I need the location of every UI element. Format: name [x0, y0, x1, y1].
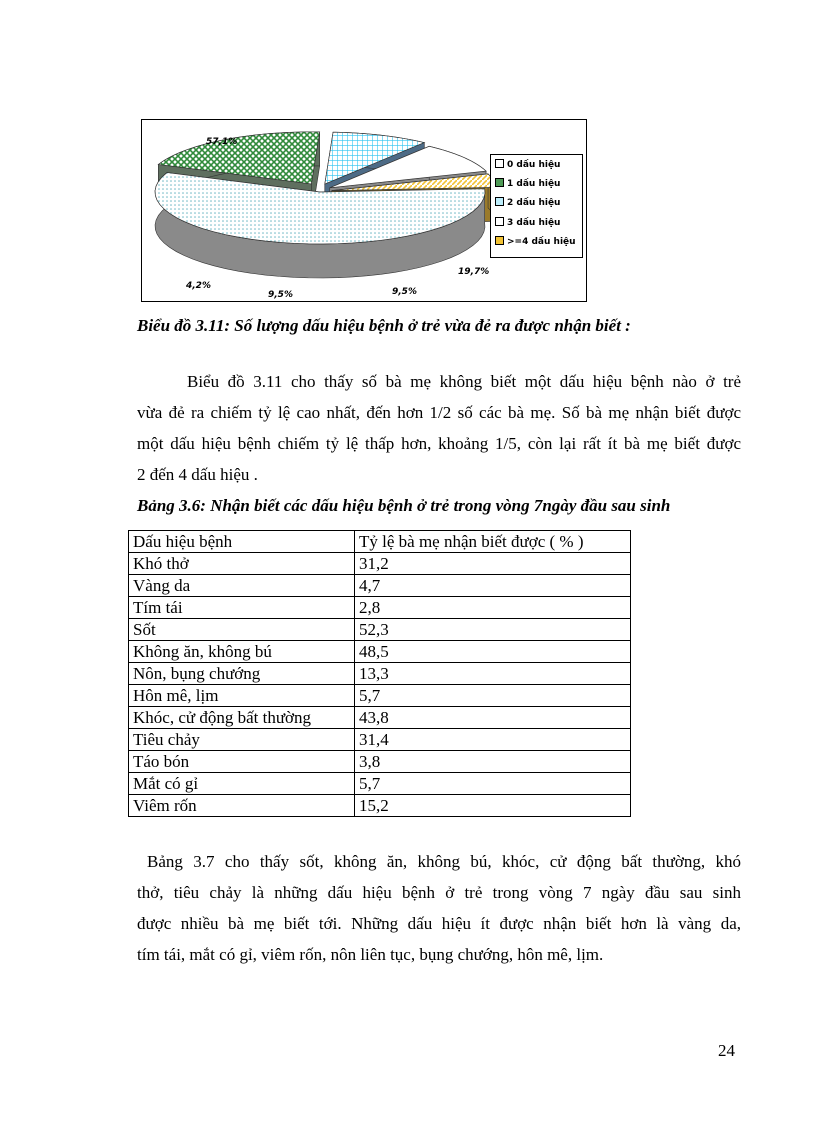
legend-swatch-icon — [495, 159, 504, 168]
percent-cell: 43,8 — [355, 707, 631, 729]
percent-cell: 5,7 — [355, 685, 631, 707]
sign-cell: Viêm rốn — [129, 795, 355, 817]
sign-cell: Hôn mê, lịm — [129, 685, 355, 707]
sign-cell: Táo bón — [129, 751, 355, 773]
legend-item-2: 2 dấu hiệu — [495, 197, 560, 211]
table-row — [129, 729, 631, 751]
percent-cell: 15,2 — [355, 795, 631, 817]
table-row — [129, 553, 631, 575]
percent-cell: 52,3 — [355, 619, 631, 641]
sign-cell: Tiêu chảy — [129, 729, 355, 751]
pie-chart — [141, 119, 587, 302]
paragraph-1 — [137, 366, 741, 490]
legend-swatch-icon — [495, 217, 504, 226]
sign-cell: Mắt có gỉ — [129, 773, 355, 795]
percent-cell: 31,4 — [355, 729, 631, 751]
page-number: 24 — [718, 1041, 735, 1060]
percent-cell: 5,7 — [355, 773, 631, 795]
legend-swatch-icon — [495, 197, 504, 206]
data-label-4: 4,2% — [186, 281, 211, 291]
sign-cell: Khóc, cử động bất thường — [129, 707, 355, 729]
table-header-row — [129, 531, 631, 553]
sign-cell: Nôn, bụng chướng — [129, 663, 355, 685]
table-row — [129, 619, 631, 641]
table-row — [129, 707, 631, 729]
sign-cell: Tím tái — [129, 597, 355, 619]
paragraph-2 — [137, 846, 741, 970]
table-row — [129, 795, 631, 817]
percent-cell: 3,8 — [355, 751, 631, 773]
legend-item-4: >=4 dấu hiệu — [495, 236, 576, 250]
sign-cell: Không ăn, không bú — [129, 641, 355, 663]
table-row — [129, 663, 631, 685]
data-label-2: 9,5% — [392, 287, 417, 297]
data-label-1: 19,7% — [458, 267, 490, 277]
legend-item-1: 1 dấu hiệu — [495, 178, 560, 192]
chart-caption: Biểu đồ 3.11: Số lượng dấu hiệu bệnh ở trẻ vừa đẻ ra được nhận biết : — [137, 316, 631, 335]
legend-item-0: 0 dấu hiệu — [495, 159, 560, 173]
legend-item-3: 3 dấu hiệu — [495, 217, 560, 231]
paragraph-line: một dấu hiệu bệnh chiếm tỷ lệ thấp hơn, khoảng 1/5, còn lại rất ít bà mẹ biết được — [137, 434, 741, 453]
table-row — [129, 575, 631, 597]
table-caption: Bảng 3.6: Nhận biết các dấu hiệu bệnh ở trẻ trong vòng 7ngày đầu sau sinh — [137, 496, 671, 515]
paragraph-line: Biểu đồ 3.11 cho thấy số bà mẹ không biết một dấu hiệu bệnh nào ở trẻ — [187, 372, 741, 391]
percent-cell: 2,8 — [355, 597, 631, 619]
table-row — [129, 641, 631, 663]
paragraph-line: vừa đẻ ra chiếm tỷ lệ cao nhất, đến hơn 1/2 số các bà mẹ. Số bà mẹ nhận biết được — [137, 403, 741, 422]
paragraph-line: tím tái, mắt có gỉ, viêm rốn, nôn liên tục, bụng chướng, hôn mê, lịm. — [137, 945, 604, 964]
paragraph-line: được nhiều bà mẹ biết tới. Những dấu hiệu ít được nhận biết hơn là vàng da, — [137, 914, 741, 933]
paragraph-line: thở, tiêu chảy là những dấu hiệu bệnh ở trẻ trong vòng 7 ngày đầu sau sinh — [137, 883, 741, 902]
table-row — [129, 597, 631, 619]
legend-swatch-icon — [495, 236, 504, 245]
table-row — [129, 685, 631, 707]
sign-cell: Vàng da — [129, 575, 355, 597]
data-label-3: 9,5% — [268, 290, 293, 300]
sign-cell: Khó thở — [129, 553, 355, 575]
table-row — [129, 773, 631, 795]
table-header-cell: Dấu hiệu bệnh — [129, 531, 355, 553]
percent-cell: 48,5 — [355, 641, 631, 663]
percent-cell: 13,3 — [355, 663, 631, 685]
paragraph-line: 2 đến 4 dấu hiệu . — [137, 465, 258, 484]
sign-cell: Sốt — [129, 619, 355, 641]
table-row — [129, 751, 631, 773]
legend-swatch-icon — [495, 178, 504, 187]
table-header-cell: Tỷ lệ bà mẹ nhận biết được ( % ) — [355, 531, 631, 553]
data-label-0: 57,1% — [206, 137, 238, 147]
percent-cell: 31,2 — [355, 553, 631, 575]
data-table — [128, 530, 631, 817]
paragraph-line: Bảng 3.7 cho thấy sốt, không ăn, không bú, khóc, cử động bất thường, khó — [147, 852, 741, 871]
chart-legend — [490, 154, 583, 258]
percent-cell: 4,7 — [355, 575, 631, 597]
